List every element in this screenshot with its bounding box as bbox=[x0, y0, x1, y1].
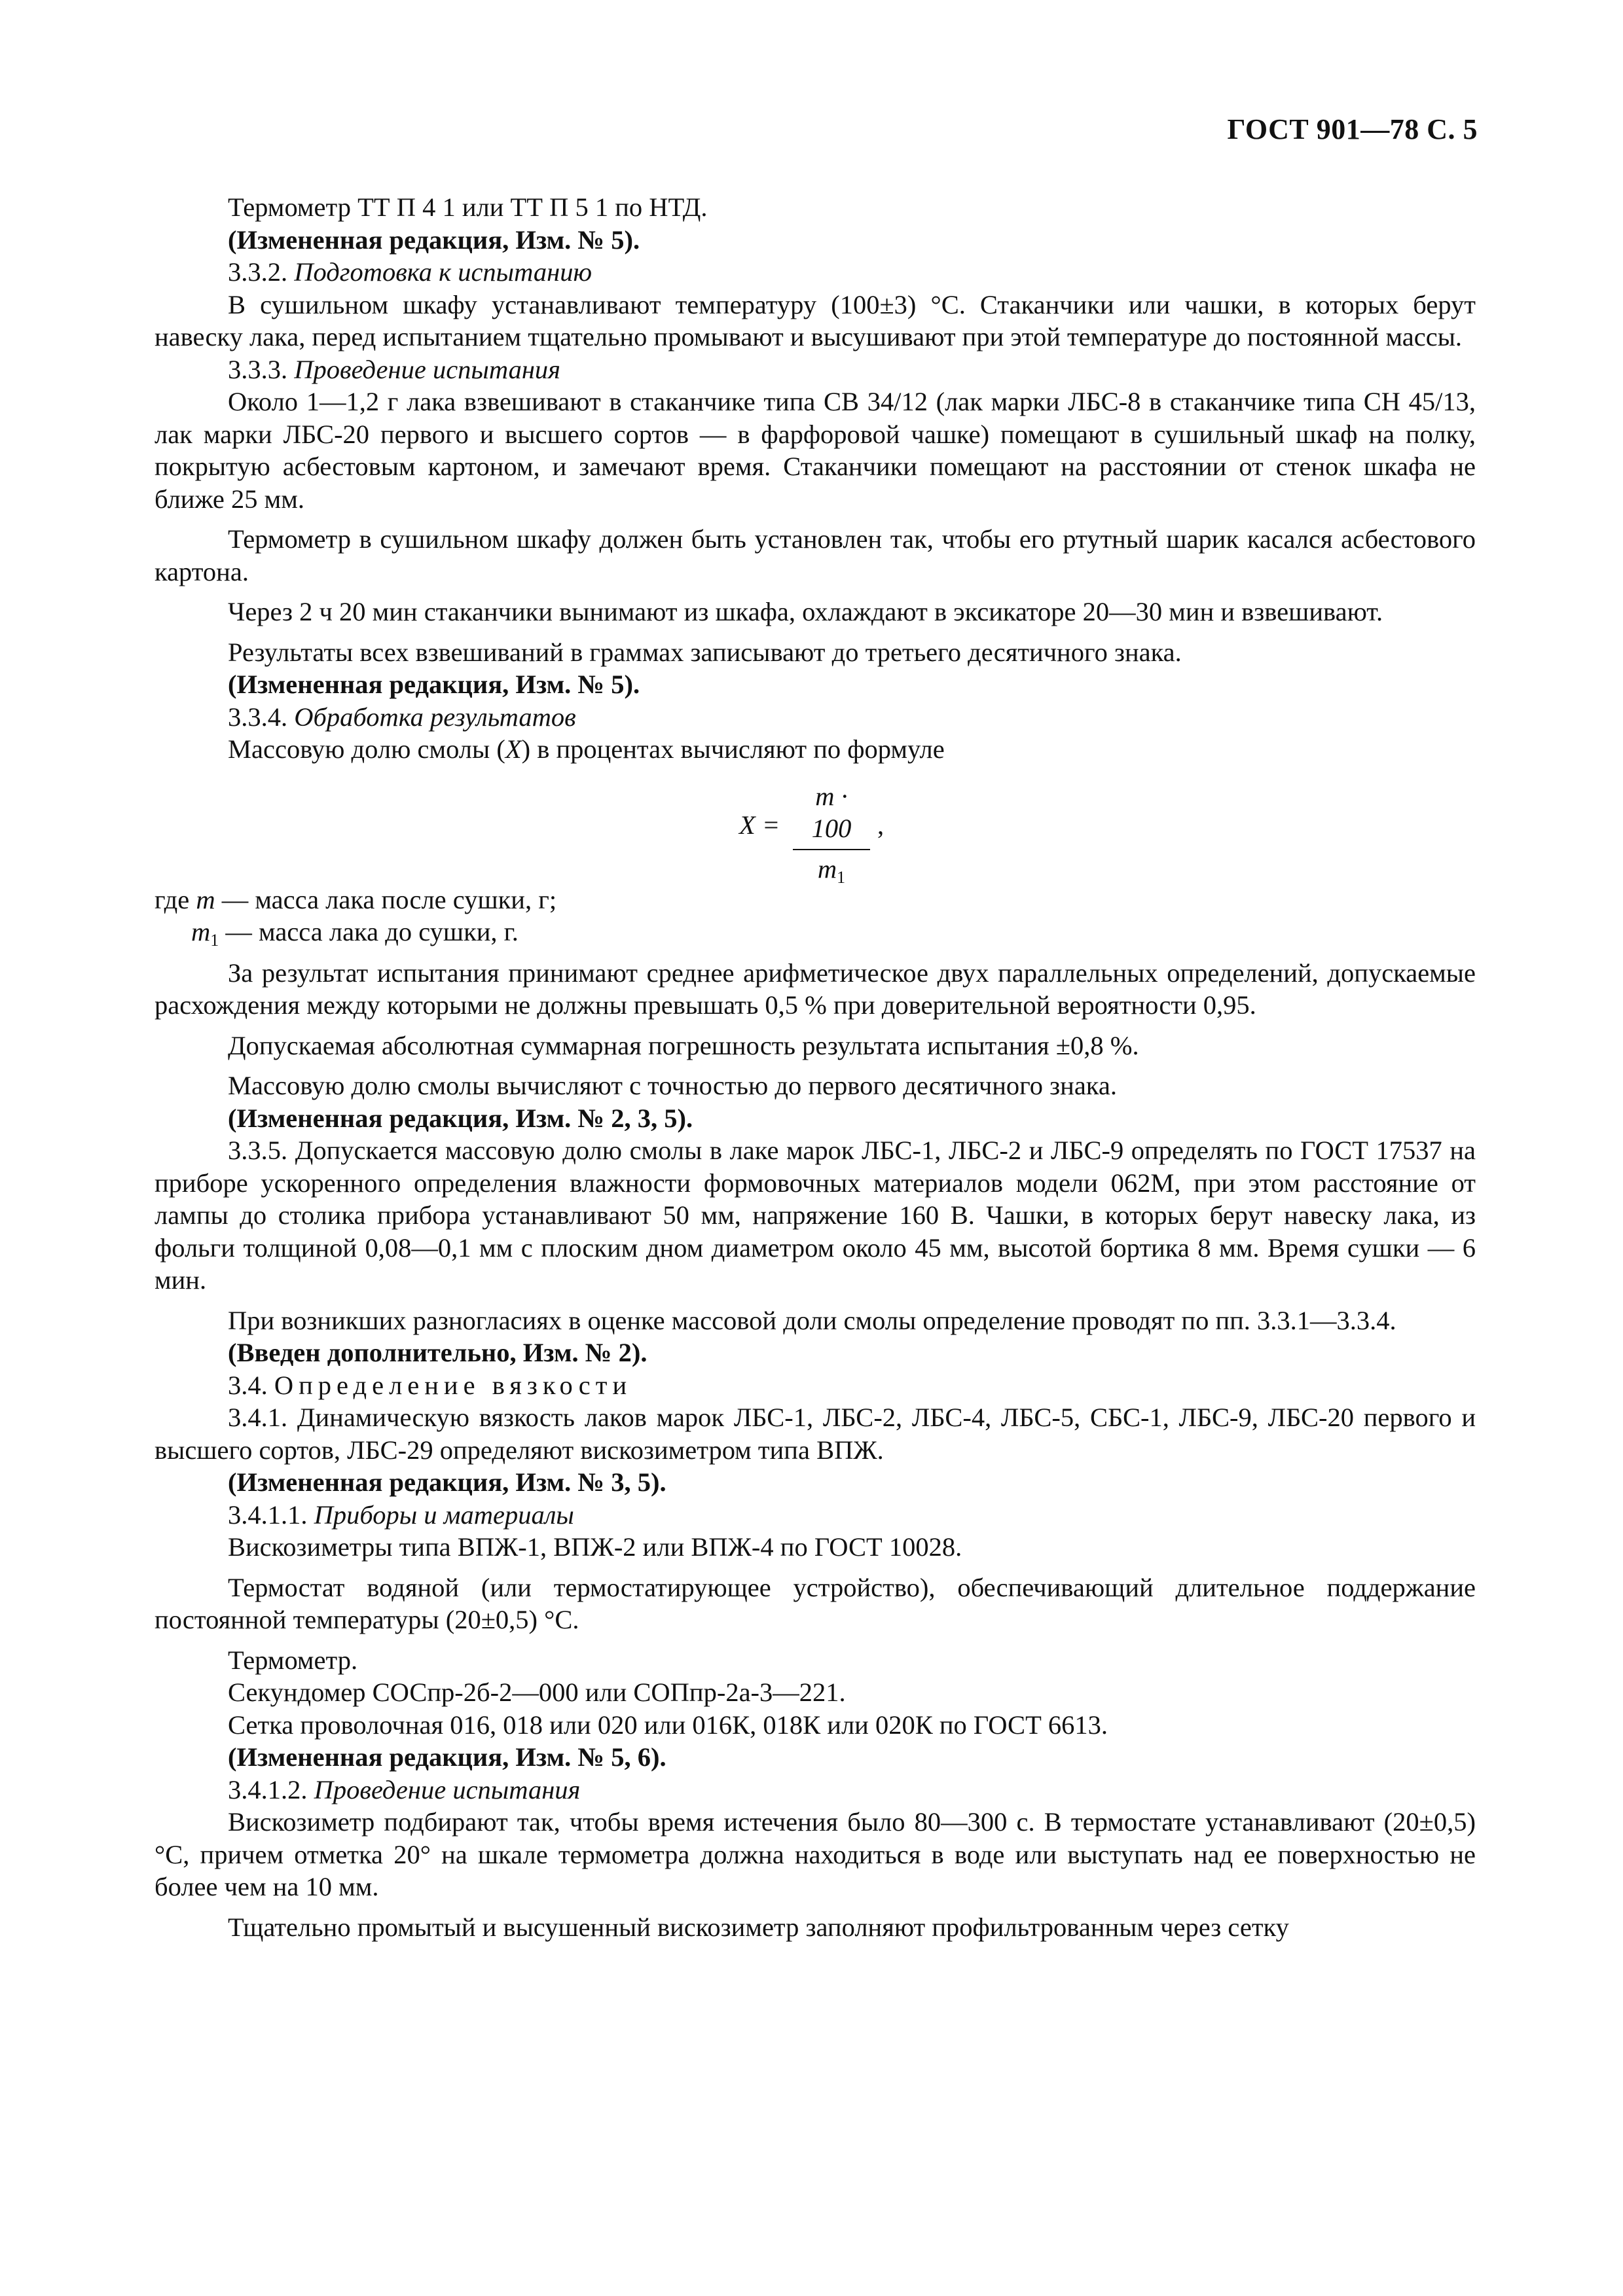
paragraph: Термостат водяной (или термостатирующее устройство), обеспечивающий длительное поддержание постоянной температуры (20±0,5) °С. bbox=[155, 1572, 1476, 1634]
section-number: 3.4.1.1. bbox=[228, 1499, 314, 1530]
denominator-var: m bbox=[817, 853, 837, 884]
denominator-subscript: 1 bbox=[837, 867, 846, 887]
paragraph: За результат испытания принимают среднее арифметическое двух параллельных определений, допускаемые расхождения между которыми не должны превышать 0,5 % при доверительной вероятности 0,95. bbox=[155, 958, 1476, 1020]
paragraph: 3.4.1. Динамическую вязкость лаков марок ЛБС-1, ЛБС-2, ЛБС-4, ЛБС-5, СБС-1, ЛБС-9, ЛБС-20 первого и высшего сортов, ЛБС-29 определяют вискозиметром типа ВПЖ. bbox=[155, 1403, 1476, 1465]
formula-numerator: m · 100 bbox=[811, 781, 852, 843]
formula-denominator bbox=[793, 853, 870, 894]
where-line bbox=[155, 916, 1476, 957]
variable-subscript: 1 bbox=[210, 931, 219, 950]
section-number: 3.4. bbox=[228, 1370, 274, 1400]
section-number: 3.3.3. bbox=[228, 354, 295, 384]
paragraph: Вискозиметр подбирают так, чтобы время истечения было 80—300 с. В термостате устанавливают (20±0,5) °С, причем отметка 20° на шкале термометра должна находиться в воде или выступать над ее поверхностью не более чем на 10 мм. bbox=[155, 1807, 1476, 1901]
text-run: ) в процентах вычисляют по формуле bbox=[521, 734, 945, 764]
section-title: Проведение испытания bbox=[294, 354, 561, 384]
text-run: Массовую долю смолы ( bbox=[228, 734, 505, 764]
section-number: 3.3.4. bbox=[228, 702, 295, 732]
paragraph: Через 2 ч 20 мин стаканчики вынимают из шкафа, охлаждают в эксикаторе 20—30 мин и взвешивают. bbox=[228, 597, 1383, 626]
section-title: Приборы и материалы bbox=[314, 1499, 574, 1530]
section-number: 3.3.2. bbox=[228, 257, 295, 287]
amendment-note: (Измененная редакция, Изм. № 3, 5). bbox=[228, 1467, 666, 1497]
amendment-note: (Введен дополнительно, Изм. № 2). bbox=[228, 1338, 647, 1367]
fraction-bar bbox=[793, 849, 870, 850]
formula-lhs: X = bbox=[739, 810, 780, 840]
amendment-note: (Измененная редакция, Изм. № 5). bbox=[228, 224, 640, 255]
document-body bbox=[155, 191, 1476, 1943]
text-run: — масса лака до сушки, г. bbox=[219, 917, 519, 946]
section-heading bbox=[155, 1369, 1476, 1402]
amendment-note: (Измененная редакция, Изм. № 5, 6). bbox=[228, 1742, 666, 1772]
paragraph: Сетка проволочная 016, 018 или 020 или 016К, 018К или 020К по ГОСТ 6613. bbox=[228, 1710, 1108, 1740]
section-heading bbox=[155, 353, 1476, 386]
paragraph: Около 1—1,2 г лака взвешивают в стаканчике типа СВ 34/12 (лак марки ЛБС-8 в стаканчике типа СН 45/13, лак марки ЛБС-20 первого и высшего сортов — в фарфоровой чашке) помещают в сушильный шкаф на полку, покрытую асбестовым картоном, и замечают время. Стаканчики помещают на расстоянии от стенок шкафа не ближе 25 мм. bbox=[155, 387, 1476, 514]
paragraph: Результаты всех взвешиваний в граммах записывают до третьего десятичного знака. bbox=[228, 637, 1182, 667]
section-heading bbox=[155, 1499, 1476, 1532]
paragraph: Секундомер СОСпр-2б-2—000 или СОПпр-2а-3—221. bbox=[228, 1677, 846, 1707]
page-header: ГОСТ 901—78 С. 5 bbox=[1227, 113, 1478, 145]
section-title: Проведение испытания bbox=[314, 1774, 581, 1804]
paragraph: В сушильном шкафу устанавливают температуру (100±3) °С. Стаканчики или чашки, в которых берут навеску лака, перед испытанием тщательно промывают и высушивают при этой температуре до постоянной массы. bbox=[155, 289, 1476, 351]
paragraph: Массовую долю смолы вычисляют с точностью до первого десятичного знака. bbox=[228, 1071, 1117, 1100]
amendment-note: (Измененная редакция, Изм. № 5). bbox=[228, 670, 640, 699]
text-run: где bbox=[155, 884, 196, 914]
section-number: 3.4.1.2. bbox=[228, 1774, 314, 1804]
section-title: Определение вязкости bbox=[274, 1370, 632, 1400]
section-title: Подготовка к испытанию bbox=[294, 257, 593, 287]
paragraph: 3.3.5. Допускается массовую долю смолы в лаке марок ЛБС-1, ЛБС-2 и ЛБС-9 определять по ГОСТ 17537 на приборе ускоренного определения влажности формовочных материалов модели 062М, при этом расстояние от лампы до столика прибора устанавливают 50 мм, напряжение 160 В. Чашки, в которых берут навеску лака, из фольги толщиной 0,08—0,1 мм с плоским дном диаметром около 45 мм, высотой бортика 8 мм. Время сушки — 6 мин. bbox=[155, 1136, 1476, 1295]
paragraph: Вискозиметры типа ВПЖ-1, ВПЖ-2 или ВПЖ-4 по ГОСТ 10028. bbox=[228, 1532, 962, 1562]
paragraph: При возникших разногласиях в оценке массовой доли смолы определение проводят по пп. 3.3.1—3.3.4. bbox=[228, 1305, 1396, 1335]
formula-fraction bbox=[793, 780, 870, 894]
formula-comma: , bbox=[877, 810, 884, 840]
formula bbox=[155, 780, 1476, 887]
variable: m bbox=[196, 884, 215, 914]
variable: m bbox=[191, 917, 211, 946]
variable: X bbox=[505, 734, 522, 764]
paragraph: Термометр. bbox=[228, 1645, 358, 1675]
paragraph: Термометр ТТ П 4 1 или ТТ П 5 1 по НТД. bbox=[228, 192, 708, 222]
section-title: Обработка результатов bbox=[294, 702, 576, 732]
paragraph: Тщательно промытый и высушенный вискозиметр заполняют профильтрованным через сетку bbox=[228, 1912, 1289, 1942]
amendment-note: (Измененная редакция, Изм. № 2, 3, 5). bbox=[228, 1103, 693, 1133]
section-heading bbox=[155, 256, 1476, 289]
section-heading bbox=[155, 701, 1476, 734]
section-heading bbox=[155, 1774, 1476, 1806]
paragraph bbox=[155, 733, 1476, 766]
paragraph: Термометр в сушильном шкафу должен быть установлен так, чтобы его ртутный шарик касался асбестового картона. bbox=[155, 524, 1476, 586]
paragraph: Допускаемая абсолютная суммарная погрешность результата испытания ±0,8 %. bbox=[228, 1030, 1139, 1060]
text-run: — масса лака после сушки, г; bbox=[215, 884, 557, 914]
